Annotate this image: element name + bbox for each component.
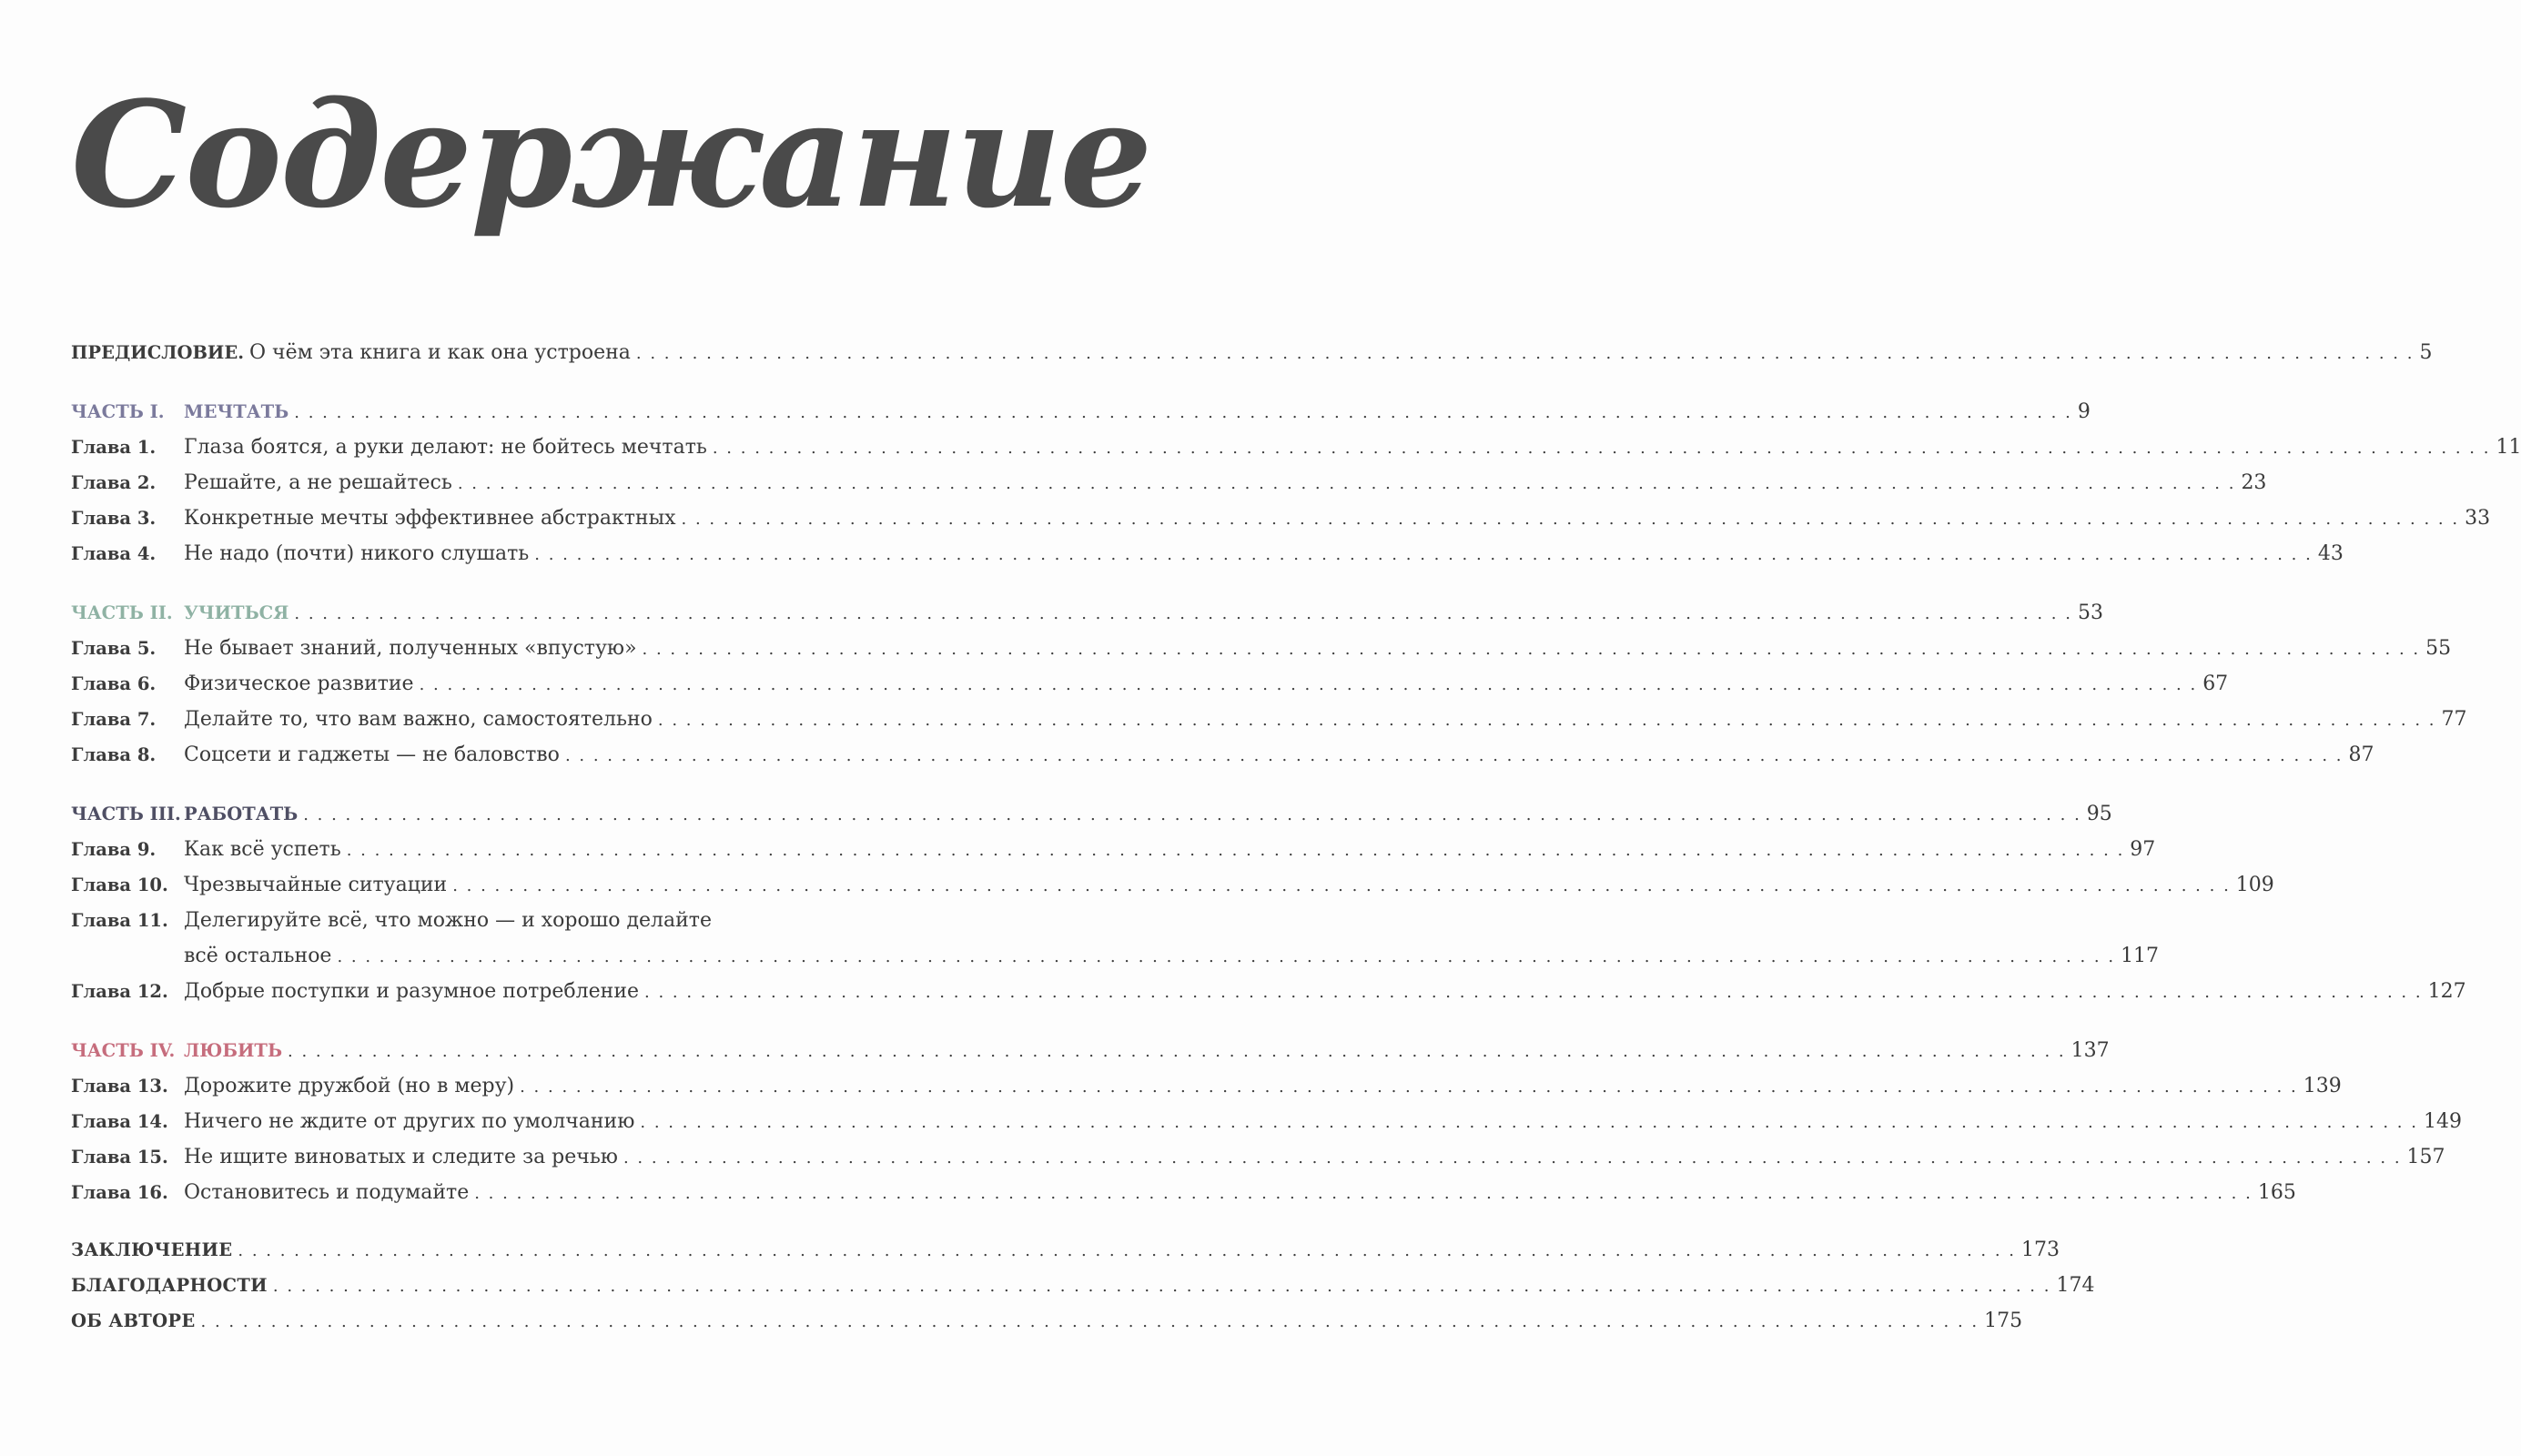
- dot-leader: [565, 738, 2344, 774]
- page-number: 95: [2086, 803, 2112, 825]
- page-number: 67: [2202, 672, 2229, 695]
- chapter-label: Глава 14.: [71, 1111, 168, 1132]
- toc-chapter-16[interactable]: [71, 1175, 2296, 1210]
- dot-leader: [713, 430, 2491, 466]
- preface-label: ПРЕДИСЛОВИЕ.: [71, 342, 245, 363]
- page-number: 174: [2056, 1274, 2095, 1297]
- page-number: 139: [2303, 1075, 2342, 1097]
- chapter-label: Глава 12.: [71, 981, 168, 1002]
- toc-entry-about-author[interactable]: [71, 1303, 2023, 1339]
- page-number: 175: [1984, 1309, 2023, 1332]
- dot-leader: [644, 975, 2423, 1010]
- page-number: 109: [2235, 874, 2274, 896]
- dot-leader: [623, 1140, 2402, 1176]
- chapter-title: Не бывает знаний, полученных «впустую»: [184, 637, 637, 660]
- dot-leader: [238, 1233, 2016, 1269]
- part-label: ЧАСТЬ IV.: [71, 1040, 176, 1061]
- table-of-contents: [71, 335, 2521, 1339]
- chapter-label: Глава 15.: [71, 1147, 168, 1168]
- part-title: УЧИТЬСЯ: [184, 602, 289, 623]
- toc-chapter-13[interactable]: [71, 1068, 2342, 1104]
- toc-chapter-6[interactable]: [71, 666, 2229, 702]
- chapter-label: Глава 1.: [71, 437, 157, 458]
- acknowledgements-title: БЛАГОДАРНОСТИ: [71, 1275, 268, 1296]
- dot-leader: [682, 501, 2460, 537]
- dot-leader: [294, 395, 2072, 430]
- page-number: 43: [2317, 542, 2344, 565]
- dot-leader: [474, 1176, 2253, 1211]
- toc-chapter-5[interactable]: [71, 631, 2452, 666]
- page-number: 165: [2257, 1181, 2296, 1204]
- toc-part-4[interactable]: [71, 1033, 2110, 1068]
- dot-leader: [420, 667, 2198, 703]
- chapter-label: Глава 8.: [71, 744, 157, 765]
- chapter-label: Глава 5.: [71, 638, 157, 659]
- page-number: 97: [2130, 838, 2156, 861]
- toc-chapter-11-continued[interactable]: [71, 938, 2160, 974]
- about-author-title: ОБ АВТОРЕ: [71, 1310, 196, 1331]
- page-number: 173: [2021, 1239, 2060, 1261]
- chapter-label: Глава 4.: [71, 543, 157, 564]
- page-number: 157: [2406, 1146, 2445, 1168]
- chapter-title: Физическое развитие: [184, 672, 414, 695]
- chapter-title: Делайте то, что вам важно, самостоятельно: [184, 708, 653, 731]
- dot-leader: [658, 703, 2436, 738]
- toc-chapter-9[interactable]: [71, 832, 2156, 867]
- dot-leader: [347, 833, 2125, 868]
- part-label: ЧАСТЬ I.: [71, 401, 165, 422]
- dot-leader: [520, 1069, 2298, 1105]
- page-title: Содержание: [71, 69, 1151, 240]
- chapter-label: Глава 10.: [71, 875, 168, 895]
- part-title: ЛЮБИТЬ: [184, 1040, 283, 1061]
- dot-leader: [636, 336, 2415, 371]
- chapter-label: Глава 2.: [71, 472, 157, 493]
- chapter-title: Соцсети и гаджеты — не баловство: [184, 743, 560, 766]
- dot-leader: [303, 797, 2081, 833]
- chapter-title: Остановитесь и подумайте: [184, 1181, 470, 1204]
- chapter-label: Глава 13.: [71, 1076, 168, 1097]
- chapter-title: Дорожите дружбой (но в меру): [184, 1075, 515, 1097]
- conclusion-title: ЗАКЛЮЧЕНИЕ: [71, 1239, 233, 1260]
- page-number: 137: [2070, 1039, 2110, 1062]
- toc-chapter-4[interactable]: [71, 536, 2344, 571]
- toc-part-3[interactable]: [71, 796, 2112, 832]
- dot-leader: [458, 466, 2236, 501]
- part-label: ЧАСТЬ II.: [71, 602, 173, 623]
- page-number: 87: [2348, 743, 2374, 766]
- page-number: 77: [2441, 708, 2467, 731]
- toc-entry-conclusion[interactable]: [71, 1232, 2060, 1268]
- page-number: 5: [2419, 341, 2433, 364]
- toc-chapter-12[interactable]: [71, 974, 2466, 1009]
- chapter-label: Глава 9.: [71, 839, 157, 860]
- page-number: 11: [2496, 436, 2521, 459]
- page-number: 127: [2427, 980, 2466, 1003]
- chapter-title: Не ищите виноватых и следите за речью: [184, 1146, 618, 1168]
- toc-entry-acknowledgements[interactable]: [71, 1268, 2095, 1303]
- chapter-title: Ничего не ждите от других по умолчанию: [184, 1110, 635, 1133]
- toc-chapter-14[interactable]: [71, 1104, 2462, 1139]
- part-label: ЧАСТЬ III.: [71, 804, 181, 824]
- page-number: 117: [2121, 945, 2160, 967]
- chapter-label: Глава 6.: [71, 673, 157, 694]
- dot-leader: [643, 632, 2421, 667]
- toc-part-1[interactable]: [71, 394, 2091, 430]
- chapter-title: Делегируйте всё, что можно — и хорошо делайте: [184, 909, 712, 932]
- page-number: 33: [2465, 507, 2491, 530]
- chapter-title: Глаза боятся, а руки делают: не бойтесь мечтать: [184, 436, 707, 459]
- dot-leader: [640, 1105, 2418, 1140]
- dot-leader: [534, 537, 2313, 572]
- chapter-title: Решайте, а не решайтесь: [184, 471, 452, 494]
- dot-leader: [273, 1269, 2051, 1304]
- chapter-title: Не надо (почти) никого слушать: [184, 542, 530, 565]
- chapter-label: Глава 11.: [71, 910, 168, 931]
- chapter-label: Глава 3.: [71, 508, 157, 529]
- toc-chapter-1[interactable]: [71, 430, 2521, 465]
- part-title: МЕЧТАТЬ: [184, 401, 289, 422]
- toc-chapter-10[interactable]: [71, 867, 2274, 903]
- toc-chapter-3[interactable]: [71, 500, 2491, 536]
- page-number: 23: [2241, 471, 2267, 494]
- page-number: 9: [2077, 400, 2091, 423]
- chapter-title: Как всё успеть: [184, 838, 341, 861]
- toc-chapter-8[interactable]: [71, 737, 2374, 773]
- toc-chapter-11[interactable]: [71, 903, 831, 938]
- chapter-title: Чрезвычайные ситуации: [184, 874, 448, 896]
- preface-title: О чём эта книга и как она устроена: [249, 341, 631, 364]
- page-number: 149: [2423, 1110, 2462, 1133]
- page-number: 53: [2077, 602, 2103, 624]
- toc-chapter-7[interactable]: [71, 702, 2467, 737]
- dot-leader: [452, 868, 2231, 904]
- toc-part-2[interactable]: [71, 595, 2103, 631]
- dot-leader: [337, 939, 2115, 975]
- toc-chapter-15[interactable]: [71, 1139, 2445, 1175]
- dot-leader: [294, 596, 2072, 632]
- chapter-title-continued: всё остальное: [184, 945, 332, 967]
- chapter-title: Конкретные мечты эффективнее абстрактных: [184, 507, 676, 530]
- dot-leader: [201, 1304, 1979, 1340]
- part-title: РАБОТАТЬ: [184, 804, 299, 824]
- page-number: 55: [2425, 637, 2452, 660]
- chapter-title: Добрые поступки и разумное потребление: [184, 980, 639, 1003]
- toc-chapter-2[interactable]: [71, 465, 2267, 500]
- dot-leader: [288, 1034, 2066, 1069]
- toc-entry-preface[interactable]: [71, 335, 2433, 370]
- chapter-label: Глава 7.: [71, 709, 157, 730]
- chapter-label: Глава 16.: [71, 1182, 168, 1203]
